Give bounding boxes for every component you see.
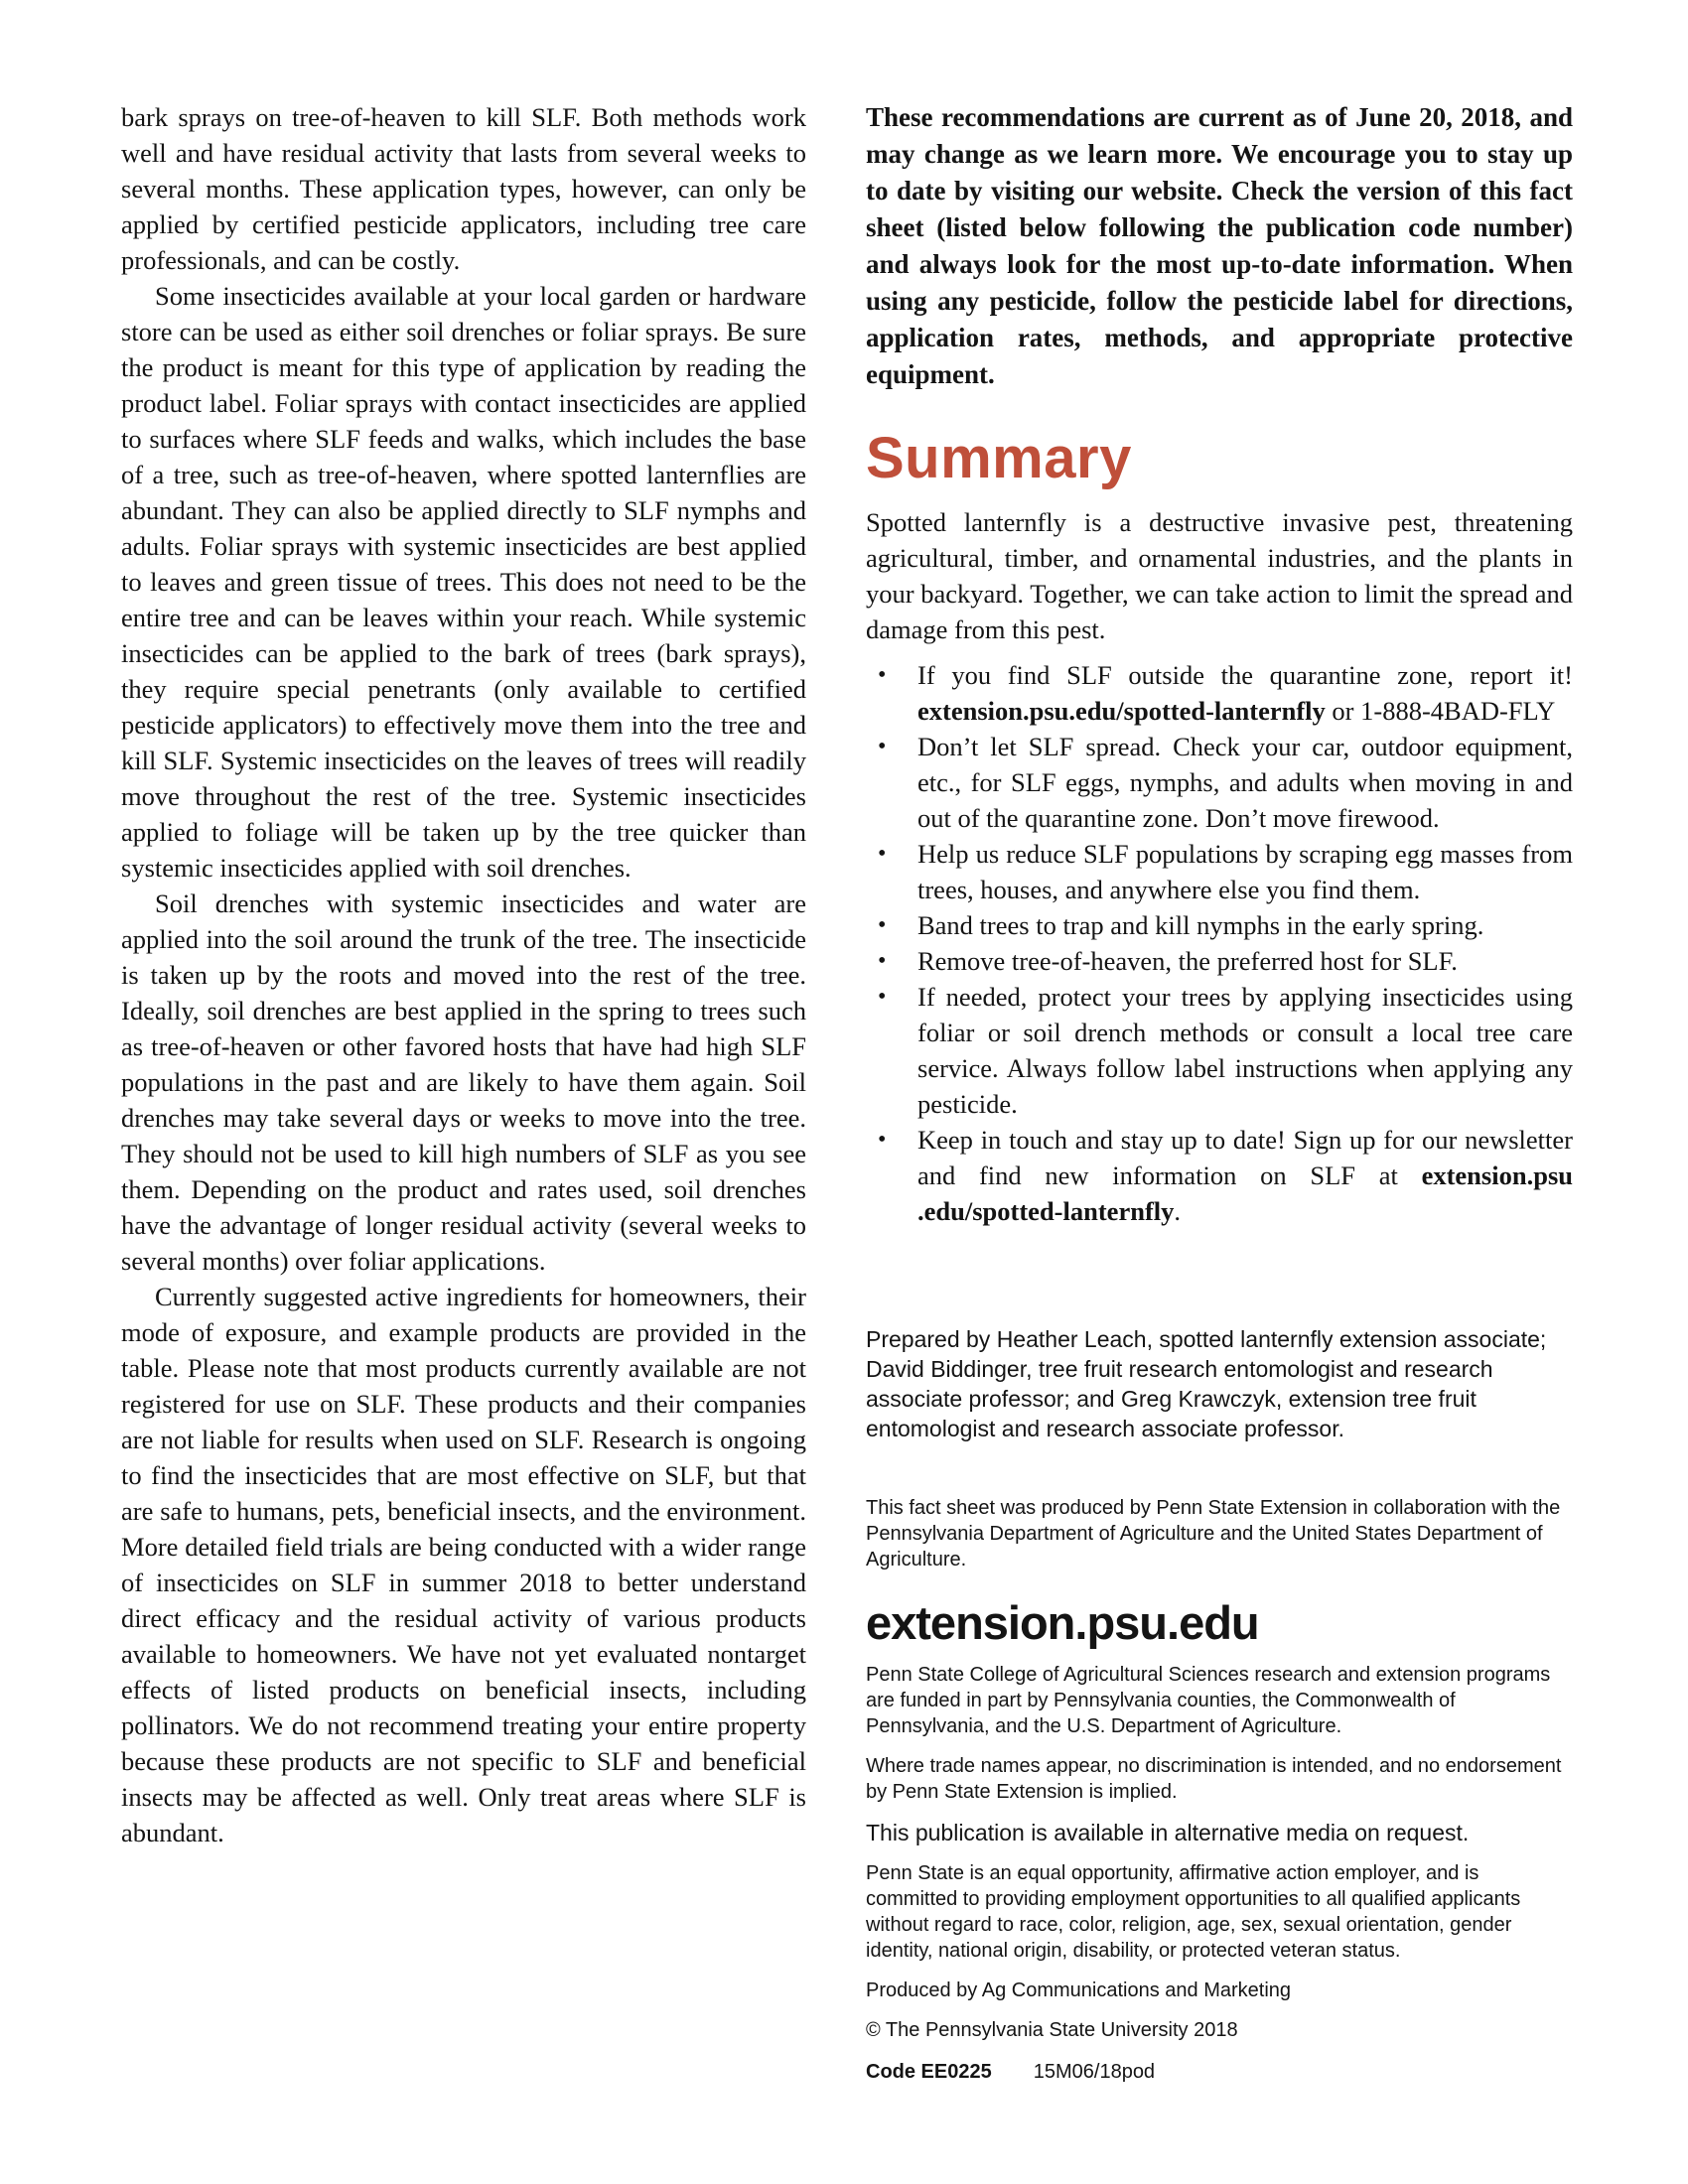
trade-names-disclaimer: Where trade names appear, no discrimination is intended, and no endorsement by Penn State Extension is implied.: [866, 1755, 1562, 1803]
body-paragraph: bark sprays on tree-of-heaven to kill SLF. Both methods work well and have residual activity that lasts from several weeks to several months. These application types, however, can only be applied by certified pesticide applicators, including tree care professionals, and can be costly.: [121, 102, 806, 275]
bullet-text: Don’t let SLF spread. Check your car, outdoor equipment, etc., for SLF eggs, nymphs, and adults when moving in and out of the quarantine zone. Don’t move firewood.: [917, 732, 1573, 833]
body-paragraph: Currently suggested active ingredients for homeowners, their mode of exposure, and example products are provided in the table. Please note that most products currently available are not registered for use on SLF. These products and their companies are not liable for results when used on SLF. Research is ongoing to find the insecticides that are most effective on SLF, but that are safe to humans, pets, beneficial insects, and the environment. More detailed field trials are being conducted with a wider range of insecticides on SLF in summer 2018 to better understand direct efficacy and the residual activity of various products available to homeowners. We have not yet evaluated nontarget effects of listed products on beneficial insects, including pollinators. We do not recommend treating your entire property because these products are not specific to SLF and beneficial insects may be affected as well. Only treat areas where SLF is abundant.: [121, 1282, 806, 1847]
summary-bullet: [866, 729, 1573, 836]
prepared-by-credits: Prepared by Heather Leach, spotted lanternfly extension associate; David Biddinger, tree fruit research entomologist and research associate professor; and Greg Krawczyk, extension tree fruit entomologist and research associate professor.: [866, 1326, 1547, 1441]
alternative-media-statement: This publication is available in alternative media on request.: [866, 1820, 1470, 1845]
summary-heading: Summary: [866, 426, 1132, 490]
produced-by-line: Produced by Ag Communications and Marketing: [866, 1979, 1292, 2001]
funding-statement: Penn State College of Agricultural Sciences research and extension programs are funded in part by Pennsylvania counties, the Commonwealth of Pennsylvania, and the U.S. Department of Agriculture.: [866, 1664, 1551, 1737]
copyright-line: © The Pennsylvania State University 2018: [866, 2019, 1238, 2041]
summary-bullet: [866, 979, 1573, 1122]
bullet-text: Remove tree-of-heaven, the preferred host for SLF.: [917, 946, 1458, 976]
right-text-column: [866, 0, 1573, 2085]
bold-url-text: extension.psu​.edu/spotted-lanternfly: [917, 1160, 1573, 1226]
bullet-text: Help us reduce SLF populations by scraping egg masses from trees, houses, and anywhere else you find them.: [917, 839, 1573, 904]
recommendations-notice: These recommendations are current as of June 20, 2018, and may change as we learn more. We encourage you to stay up to date by visiting our website. Check the version of this fact sheet (listed below following the publication code number) and always look for the most up-to-date information. When using any pesticide, follow the pesticide label for directions, application rates, methods, and appropriate protective equipment.: [866, 102, 1573, 389]
left-text-column: [121, 0, 806, 1850]
body-paragraph: Some insecticides available at your local garden or hardware store can be used as either soil drenches or foliar sprays. Be sure the product is meant for this type of application by reading the product label. Foliar sprays with contact insecticides are applied to surfaces where SLF feeds and walks, which includes the base of a tree, such as tree-of-heaven, where spotted lanternflies are abundant. They can also be applied directly to SLF nymphs and adults. Foliar sprays with systemic insecticides are best applied to leaves and green tissue of trees. This does not need to be the entire tree and can be leaves within your reach. While systemic insecticides can be applied to the bark of trees (bark sprays), they require special penetrants (only available to certified pesticide applicators) to effectively move them into the tree and kill SLF. Systemic insecticides on the leaves of trees will readily move throughout the rest of the tree. Systemic insecticides applied to foliage will be taken up by the tree quicker than systemic insecticides applied with soil drenches.: [121, 281, 806, 883]
summary-intro: Spotted lanternfly is a destructive invasive pest, threatening agricultural, timber, and ornamental industries, and the plants in your backyard. Together, we can take action to limit the spread and damage from this pest.: [866, 507, 1573, 644]
summary-bullet-list: [866, 657, 1573, 1229]
bullet-text: or 1-888-4BAD-FLY: [1325, 696, 1556, 726]
summary-bullet: [866, 836, 1573, 907]
bold-url-text: extension.psu.edu/spotted-lanternfly: [917, 696, 1326, 726]
body-paragraph: Soil drenches with systemic insecticides and water are applied into the soil around the trunk of the tree. The insecticide is taken up by the roots and moved into the rest of the tree. Ideally, soil drenches are best applied in the spring to trees such as tree-of-heaven or other favored hosts that have had high SLF populations in the past and are likely to have them again. Soil drenches may take several days or weeks to move into the tree. They should not be used to kill high numbers of SLF as you see them. Depending on the product and rates used, soil drenches have the advantage of longer residual activity (several weeks to several months) over foliar applications.: [121, 888, 806, 1276]
collaboration-note: This fact sheet was produced by Penn State Extension in collaboration with the Pennsylvania Department of Agriculture and the United States Department of Agriculture.: [866, 1497, 1561, 1570]
bullet-text: If needed, protect your trees by applying insecticides using foliar or soil drench methods or consult a local tree care service. Always follow label instructions when applying any pesticide.: [917, 982, 1573, 1119]
extension-website-wordmark: extension.psu.edu: [866, 1596, 1259, 1649]
bullet-text: Band trees to trap and kill nymphs in the early spring.: [917, 910, 1484, 940]
summary-bullet: [866, 1122, 1573, 1229]
summary-bullet: [866, 907, 1573, 943]
print-run-code: 15M06/18pod: [1033, 2061, 1156, 2083]
summary-bullet: [866, 657, 1573, 729]
publication-code-line: [866, 2059, 1573, 2085]
bullet-text: .: [1174, 1196, 1181, 1226]
publication-code: Code EE0225: [866, 2061, 992, 2083]
equal-opportunity-statement: Penn State is an equal opportunity, affirmative action employer, and is committed to providing employment opportunities to all qualified applicants without regard to race, color, religion, age, sex, sexual orientation, gender identity, national origin, disability, or protected veteran status.: [866, 1862, 1521, 1962]
summary-bullet: [866, 943, 1573, 979]
bullet-text: Keep in touch and stay up to date! Sign up for our newsletter and find new information on SLF at: [917, 1125, 1573, 1190]
bullet-text: If you find SLF outside the quarantine zone, report it!: [917, 660, 1573, 690]
